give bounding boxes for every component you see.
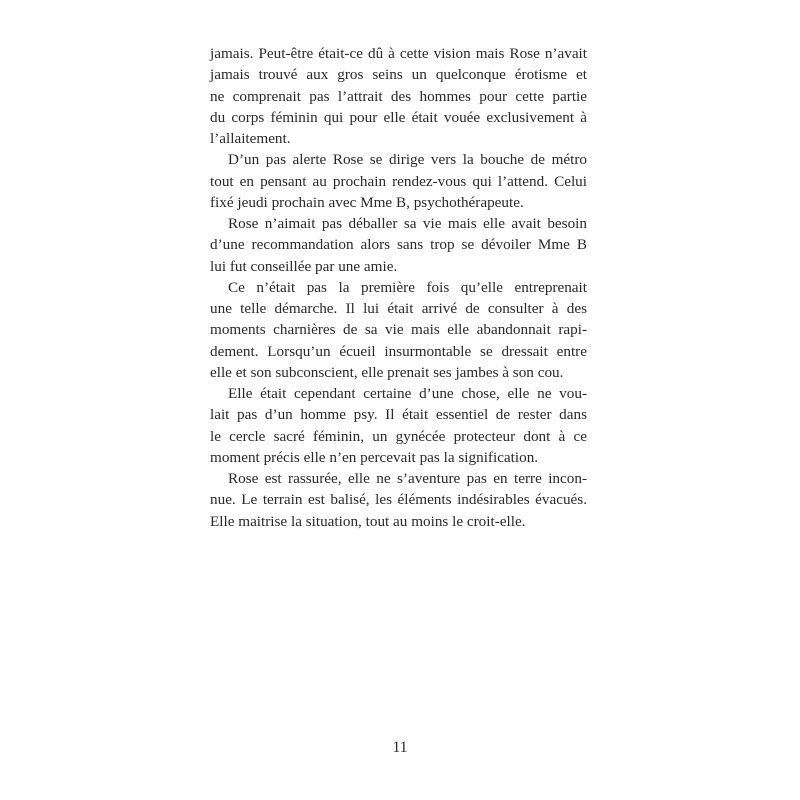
text-line: Rose est rassurée, elle ne s’aventure pas en terre incon-: [228, 470, 587, 487]
paragraph: [210, 213, 587, 277]
text-line: Elle maitrise la situation, tout au moins le croit-elle.: [210, 512, 526, 530]
text-line: D’un pas alerte Rose se dirige vers la bouche de métro: [228, 151, 587, 169]
text-line: Rose n’aimait pas déballer sa vie mais elle avait besoin: [228, 215, 587, 232]
text-line: Ce n’était pas la première fois qu’elle entreprenait: [228, 278, 587, 296]
paragraph: [210, 149, 587, 213]
text-line: moments charnières de sa vie mais elle abandonnait rapi-: [210, 321, 587, 339]
text-line: du corps féminin qui pour elle était vouée exclusivement à: [210, 108, 587, 126]
text-line: elle et son subconscient, elle prenait ses jambes à son cou.: [210, 363, 564, 381]
text-line: lui fut conseillée par une amie.: [210, 257, 398, 275]
text-line: d’une recommandation alors sans trop se dévoiler Mme B: [210, 236, 587, 254]
text-line: dement. Lorsqu’un écueil insurmontable se dressait entre: [210, 342, 587, 360]
paragraph: [210, 468, 587, 532]
paragraph: [210, 43, 587, 149]
text-line: tout en pensant au prochain rendez-vous qui l’attend. Celui: [210, 172, 587, 190]
paragraph: [210, 383, 587, 468]
text-line: une telle démarche. Il lui était arrivé de consulter à des: [210, 300, 587, 317]
text-line: nue. Le terrain est balisé, les éléments indésirables évacués.: [210, 491, 587, 509]
body-text: [210, 43, 587, 532]
text-line: Elle était cependant certaine d’une chose, elle ne vou-: [228, 385, 587, 402]
page-number: 11: [392, 739, 408, 756]
paragraph: [210, 277, 587, 383]
text-line: fixé jeudi prochain avec Mme B, psychothérapeute.: [210, 193, 524, 211]
text-line: lait pas d’un homme psy. Il était essentiel de rester dans: [210, 406, 587, 424]
text-line: jamais. Peut-être était-ce dû à cette vision mais Rose n’avait: [210, 45, 587, 62]
text-line: le cercle sacré féminin, un gynécée protecteur dont à ce: [210, 427, 587, 445]
text-line: ne comprenait pas l’attrait des hommes pour cette partie: [210, 87, 587, 105]
text-line: l’allaitement.: [210, 130, 291, 147]
text-line: moment précis elle n’en percevait pas la signification.: [210, 448, 539, 466]
text-line: jamais trouvé aux gros seins un quelconque érotisme et: [210, 66, 587, 84]
